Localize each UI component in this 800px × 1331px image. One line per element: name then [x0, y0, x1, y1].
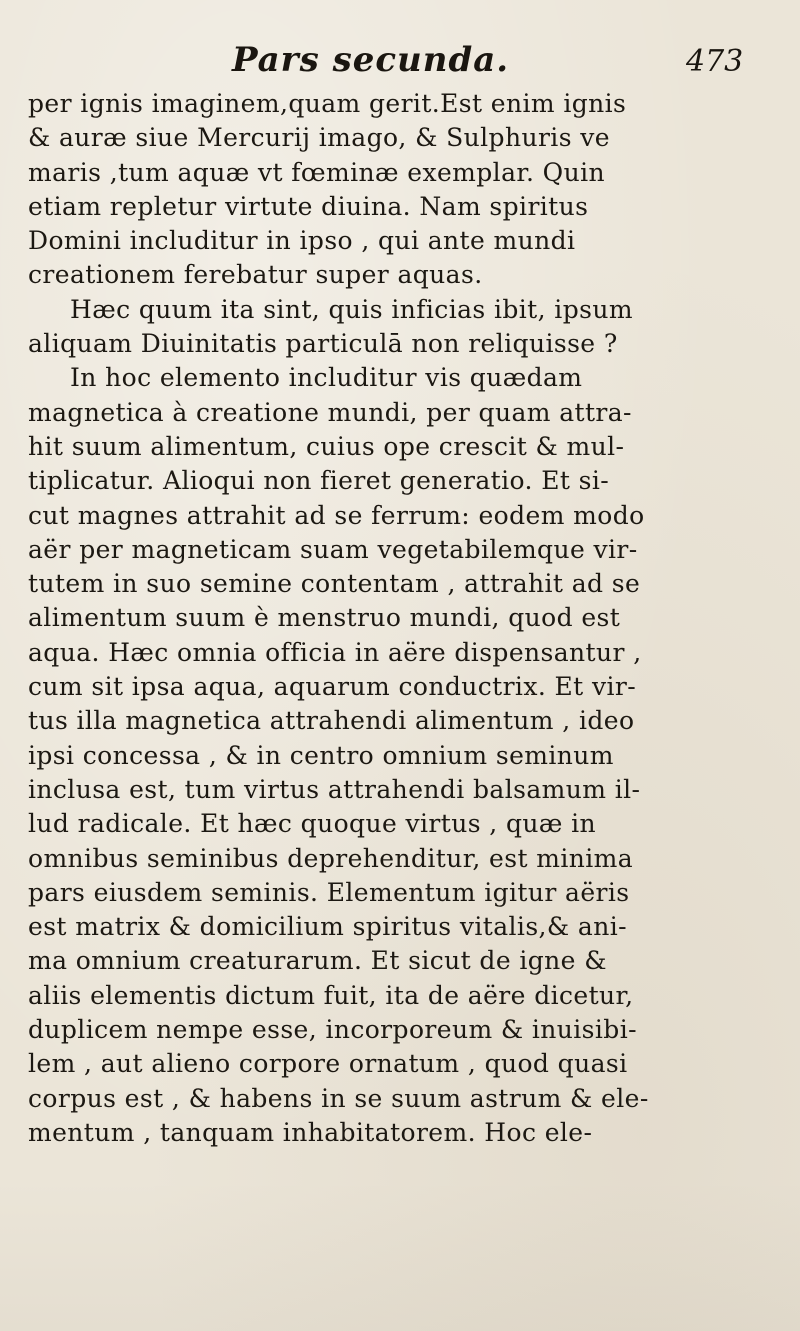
- text-line: cum sit ipsa aqua, aquarum conductrix. Et vir-: [28, 672, 637, 702]
- text-line: lud radicale. Et hæc quoque virtus , quæ in: [28, 809, 597, 839]
- text-line: tutem in suo semine contentam , attrahit ad se: [28, 569, 641, 599]
- running-head: Pars secunda.: [232, 40, 510, 80]
- text-line: omnibus seminibus deprehenditur, est minima: [28, 843, 634, 873]
- text-line: etiam repletur virtute diuina. Nam spiritus: [28, 191, 589, 221]
- text-line: lem , aut alieno corpore ornatum , quod quasi: [28, 1049, 628, 1079]
- text-line: corpus est , & habens in se suum astrum & ele-: [28, 1083, 649, 1113]
- text-line: maris ,tum aquæ vt fœminæ exemplar. Quin: [28, 157, 605, 187]
- text-line: creationem ferebatur super aquas.: [28, 260, 483, 290]
- text-line: & auræ siue Mercurij imago, & Sulphuris ve: [28, 123, 610, 153]
- text-line: tiplicatur. Alioqui non fieret generatio. Et si-: [28, 466, 610, 496]
- page-number: 473: [686, 44, 744, 79]
- text-line: aër per magneticam suam vegetabilemque vir-: [28, 534, 638, 564]
- text-line: mentum , tanquam inhabitatorem. Hoc ele-: [28, 1117, 593, 1147]
- text-line: pars eiusdem seminis. Elementum igitur aëris: [28, 877, 630, 907]
- text-line: per ignis imaginem,quam gerit.Est enim ignis: [28, 89, 627, 118]
- text-line: aliis elementis dictum fuit, ita de aëre dicetur,: [28, 980, 634, 1010]
- text-line: magnetica à creatione mundi, per quam attra-: [28, 397, 632, 427]
- text-line: Domini includitur in ipso , qui ante mundi: [28, 226, 576, 256]
- text-line: cut magnes attrahit ad se ferrum: eodem modo: [28, 500, 645, 530]
- text-line: aqua. Hæc omnia officia in aëre dispensantur ,: [28, 637, 642, 667]
- text-line: alimentum suum è menstruo mundi, quod est: [28, 603, 621, 633]
- page-bottom-shading: [0, 1180, 800, 1331]
- text-line: aliquam Diuinitatis particulā non reliquisse ?: [28, 329, 618, 359]
- text-line: tus illa magnetica attrahendi alimentum , ideo: [28, 706, 635, 736]
- text-line: duplicem nempe esse, incorporeum & inuisibi-: [28, 1015, 637, 1045]
- text-line: ipsi concessa , & in centro omnium seminum: [28, 740, 614, 770]
- text-line: inclusa est, tum virtus attrahendi balsamum il-: [28, 774, 641, 804]
- paragraph-start-line: Hæc quum ita sint, quis inficias ibit, ipsum: [70, 294, 633, 324]
- paragraph-start-line: In hoc elemento includitur vis quædam: [70, 363, 583, 393]
- text-line: ma omnium creaturarum. Et sicut de igne &: [28, 946, 607, 976]
- body-text: [28, 87, 776, 1150]
- text-line: hit suum alimentum, cuius ope crescit & mul-: [28, 431, 625, 461]
- text-line: est matrix & domicilium spiritus vitalis,& ani-: [28, 912, 627, 942]
